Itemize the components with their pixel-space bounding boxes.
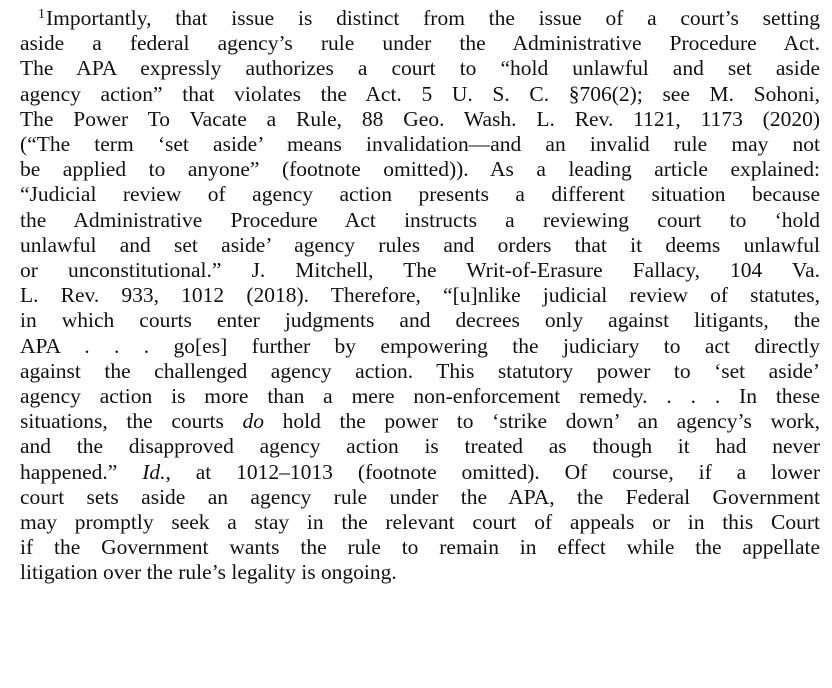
footnote-line-20: court sets aside an agency rule under the APA, the Federal Government [20,484,820,509]
footnote-line-9: the Administrative Procedure Act instructs a reviewing court to ‘hold [20,207,820,232]
line-text-before: situations, the courts [20,409,243,434]
footnote-line-21: may promptly seek a stay in the relevant court of appeals or in this Court [20,510,820,535]
footnote-line-12: L. Rev. 933, 1012 (2018). Therefore, “[u]nlike judicial review of statutes, [20,283,820,308]
footnote-line-8: “Judicial review of agency action presents a different situation because [20,182,820,207]
footnote-line-text: Importantly, that issue is distinct from the issue of a court’s setting [46,6,820,30]
line-text-after: hold the power to ‘strike down’ an agency’s work, [264,409,821,434]
footnote-line-3: The APA expressly authorizes a court to “hold unlawful and set aside [20,56,820,81]
footnote-line-10: unlawful and set aside’ agency rules and orders that it deems unlawful [20,232,820,257]
footnote-line-14: APA . . . go[es] further by empowering the judiciary to act directly [20,333,820,358]
line-text-before: happened.” [20,459,143,484]
footnote-line-6: (“The term ‘set aside’ means invalidation—and an invalid rule may not [20,132,820,157]
footnote-line-23: litigation over the rule’s legality is ongoing. [20,560,397,585]
footnote-line-19 [20,460,820,485]
italic-citation: Id. [142,459,166,484]
footnote-line-13: in which courts enter judgments and decrees only against litigants, the [20,308,820,333]
footnote-line-18: and the disapproved agency action is treated as though it had never [20,434,820,459]
line-text-after: , at 1012–1013 (footnote omitted). Of course, if a lower [165,459,821,484]
footnote-line-17 [20,409,820,434]
footnote-line-2: aside a federal agency’s rule under the Administrative Procedure Act. [20,31,820,56]
italic-emphasis: do [242,409,265,434]
footnote-line-22: if the Government wants the rule to remain in effect while the appellate [20,535,820,560]
footnote-line-15: against the challenged agency action. This statutory power to ‘set aside’ [20,358,820,383]
footnote-1 [20,6,820,586]
footnote-line-1 [20,6,820,31]
footnote-line-16: agency action is more than a mere non-enforcement remedy. . . . In these [20,384,820,409]
footnote-number: 1 [38,7,45,22]
footnote-line-11: or unconstitutional.” J. Mitchell, The Writ-of-Erasure Fallacy, 104 Va. [20,258,820,283]
footnote-line-4: agency action” that violates the Act. 5 U. S. C. §706(2); see M. Sohoni, [20,81,820,106]
footnote-line-5: The Power To Vacate a Rule, 88 Geo. Wash. L. Rev. 1121, 1173 (2020) [20,106,820,131]
footnote-line-7: be applied to anyone” (footnote omitted)). As a leading article explained: [20,157,820,182]
